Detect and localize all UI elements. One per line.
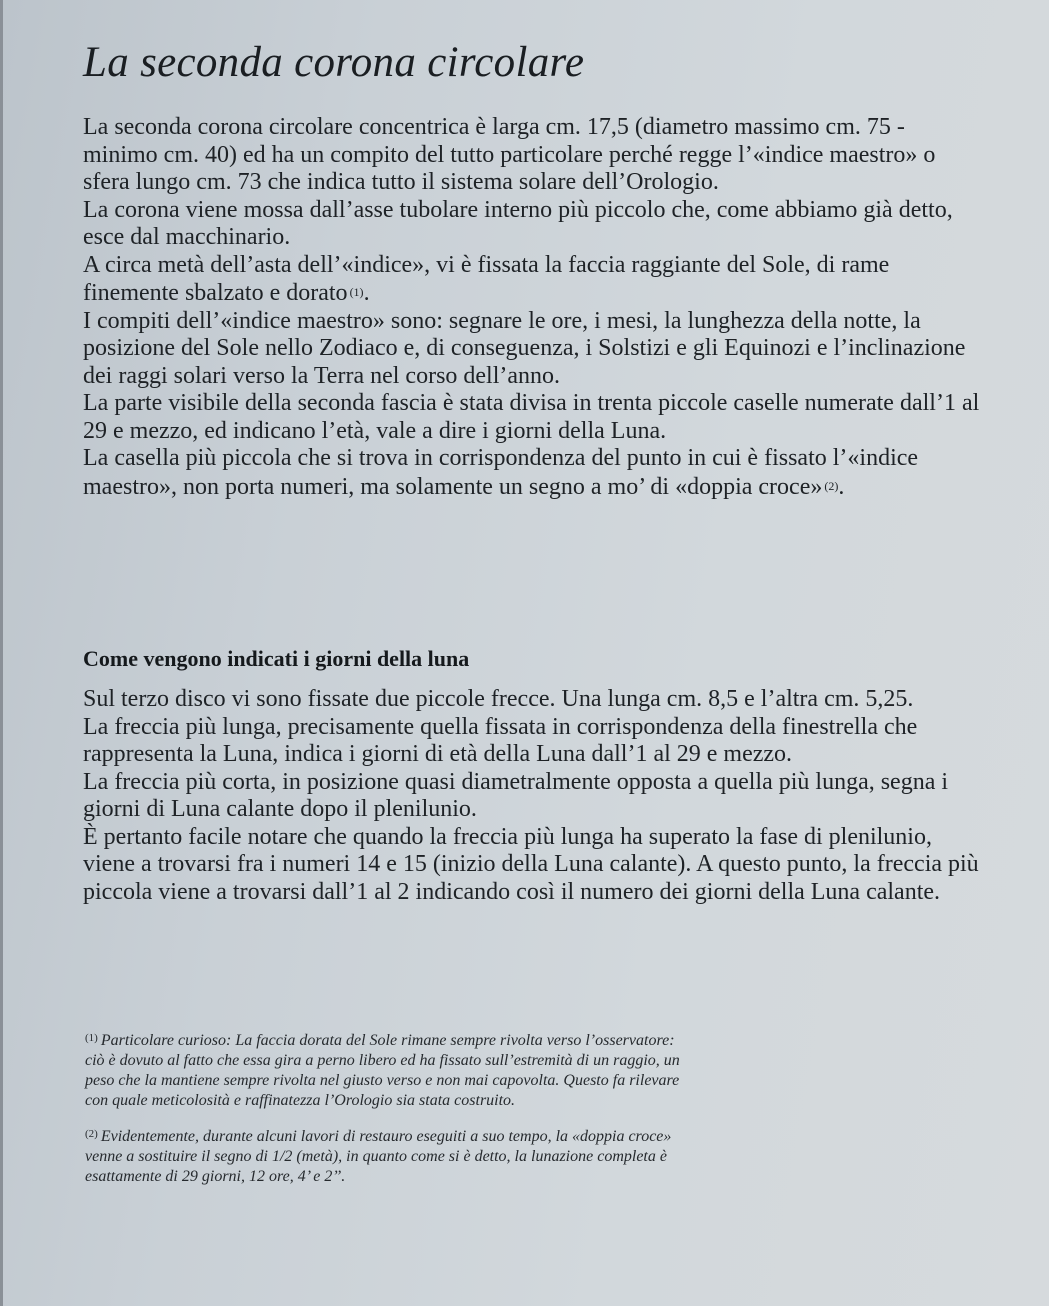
paragraph: La seconda corona circolare concentrica è larga cm. 17,5 (diametro massimo cm. 75 - minimo cm. 40) ed ha un compito del tutto particolare perché regge l’«indice maestro» o sfera lungo cm. 73 che indica tutto il sistema solare dell’Orologio. (83, 114, 936, 195)
footnote-text: Particolare curioso: La faccia dorata del Sole rimane sempre rivolta verso l’osservatore: ciò è dovuto al fatto che essa gira a perno libero ed ha fissato sull’estremità di un raggio, un peso che la mantiene sempre rivolta nel giusto verso e non mai capovolta. Questo fa rilevare con quale meticolosità e raffinatezza l’Orologio sia stata costruito. (85, 1032, 680, 1109)
footnote-reference: (1) (349, 285, 364, 299)
footnote-marker: (2) (85, 1128, 98, 1140)
footnote-reference: (2) (824, 478, 839, 493)
footnote (85, 1124, 685, 1187)
paragraph: La freccia più corta, in posizione quasi diametralmente opposta a quella più lunga, segna i giorni di Luna calante dopo il plenilunio. (83, 768, 949, 822)
paragraph-text: A circa metà dell’asta dell’«indice», vi è fissata la faccia raggiante del Sole, di rame finemente sbalzato e dorato (83, 251, 890, 306)
page-title: La seconda corona circolare (83, 39, 585, 86)
paragraph-text: La casella più piccola che si trova in corrispondenza del punto in cui è fissato l’«indice maestro», non porta numeri, ma solamente un segno a mo’ di «doppia croce» (83, 445, 919, 500)
footnote-text: Evidentemente, durante alcuni lavori di restauro eseguiti a suo tempo, la «doppia croce» venne a sostituire il segno di 1/2 (metà), in quanto come si è detto, la lunazione completa è esattamente di 29 giorni, 12 ore, 4’ e 2’’. (85, 1128, 672, 1185)
footnotes (85, 1028, 685, 1200)
paragraph-end: . (363, 280, 370, 306)
section-heading: Come vengono indicati i giorni della luna (83, 646, 470, 671)
paragraph (83, 445, 983, 501)
section-body (83, 686, 983, 906)
paragraph: La freccia più lunga, precisamente quella fissata in corrispondenza della finestrella che rappresenta la Luna, indica i giorni di età della Luna dall’1 al 29 e mezzo. (83, 713, 918, 767)
section-body (83, 114, 983, 501)
paragraph: Sul terzo disco vi sono fissate due piccole frecce. Una lunga cm. 8,5 e l’altra cm. 5,25. (83, 686, 914, 712)
paragraph: È pertanto facile notare che quando la freccia più lunga ha superato la fase di plenilunio, viene a trovarsi fra i numeri 14 e 15 (inizio della Luna calante). A questo punto, la freccia più piccola viene a trovarsi dall’1 al 2 indicando così il numero dei giorni della Luna calante. (83, 823, 979, 905)
paragraph (83, 252, 983, 308)
footnote (85, 1028, 685, 1111)
paragraph-end: . (838, 473, 845, 500)
paragraph: I compiti dell’«indice maestro» sono: segnare le ore, i mesi, la lunghezza della notte, la posizione del Sole nello Zodiaco e, di conseguenza, i Solstizi e gli Equinozi e l’inclinazione dei raggi solari verso la Terra nel corso dell’anno. (83, 307, 966, 389)
paragraph: La corona viene mossa dall’asse tubolare interno più piccolo che, come abbiamo già detto, esce dal macchinario. (83, 196, 953, 250)
paragraph: La parte visibile della seconda fascia è stata divisa in trenta piccole caselle numerate dall’1 al 29 e mezzo, ed indicano l’età, vale a dire i giorni della Luna. (83, 390, 980, 444)
footnote-marker: (1) (85, 1032, 98, 1044)
